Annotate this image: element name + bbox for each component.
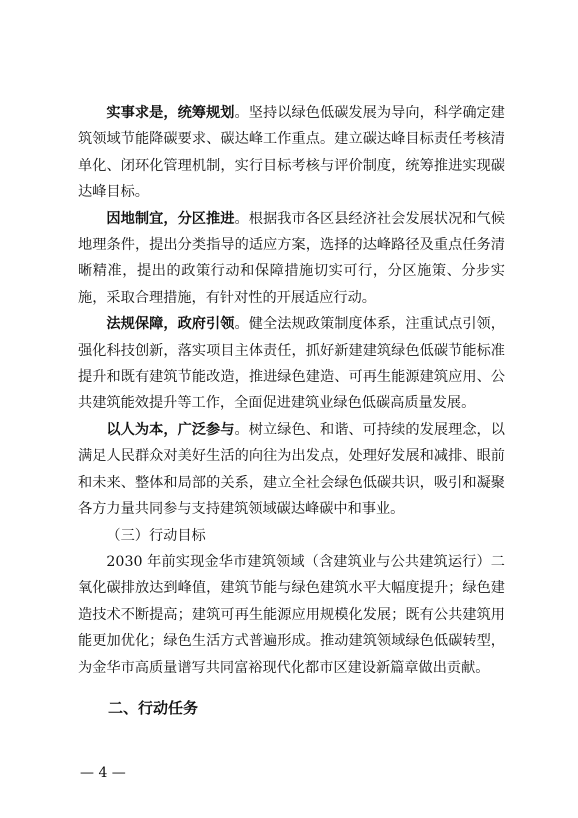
principle-text-3: 。健全法规政策制度体系，注重试点引领，强化科技创新，落实项目主体责任，抓好新建建筑绿色低碳节能标准提升和既有建筑节能改造，推进绿色建造、可再生能源建筑应用、公共建筑能效提升等工作，全面促进建筑业绿色低碳高质量发展。 — [78, 316, 505, 412]
principle-lead-4: 以人为本，广泛参与 — [106, 421, 235, 438]
principle-text-4: 。树立绿色、和谐、可持续的发展理念，以满足人民群众对美好生活的向往为出发点，处理好发展和减排、眼前和未来、整体和局部的关系，建立全社会绿色低碳共识，吸引和凝聚各方力量共同参与支持建筑领域碳达峰碳中和事业。 — [78, 421, 505, 518]
principle-lead-2: 因地制宜，分区推进 — [106, 210, 235, 227]
goal-paragraph: 2030 年前实现金华市建筑领域（含建筑业与公共建筑运行）二氧化碳排放达到峰值，建筑节能与绿色建筑水平大幅度提升；绿色建造技术不断提高；建筑可再生能源应用规模化发展；既有公共建筑用能更加优化；绿色生活方式普遍形成。推动建筑领域绿色低碳转型，为金华市高质量谱写共同富裕现代化都市区建设新篇章做出贡献。 — [78, 553, 505, 676]
section-heading: 二、行动任务 — [108, 698, 199, 717]
principle-text-1: 。坚持以绿色低碳发展为导向，科学确定建筑领域节能降碳要求、碳达峰工作重点。建立碳达峰目标责任考核清单化、闭环化管理机制，实行目标考核与评价制度，统筹推进实现碳达峰目标。 — [78, 105, 505, 201]
principle-paragraph-4 — [78, 417, 505, 523]
principle-text-2: 。根据我市各区县经济社会发展状况和气候地理条件，提出分类指导的适应方案，选择的达峰路径及重点任务清晰精准，提出的政策行动和保障措施切实可行，分区施策、分步实施，采取合理措施，有针对性的开展适应行动。 — [78, 210, 505, 306]
principle-lead-1: 实事求是，统筹规划 — [106, 105, 235, 121]
principle-paragraph-2 — [78, 206, 505, 312]
page-number: — 4 — — [80, 765, 126, 781]
subheading-action-goals: （三）行动目标 — [106, 527, 206, 544]
document-body — [78, 100, 505, 721]
principle-lead-3: 法规保障，政府引领 — [106, 316, 235, 333]
principle-paragraph-3 — [78, 311, 505, 417]
principle-paragraph-1 — [78, 100, 505, 206]
